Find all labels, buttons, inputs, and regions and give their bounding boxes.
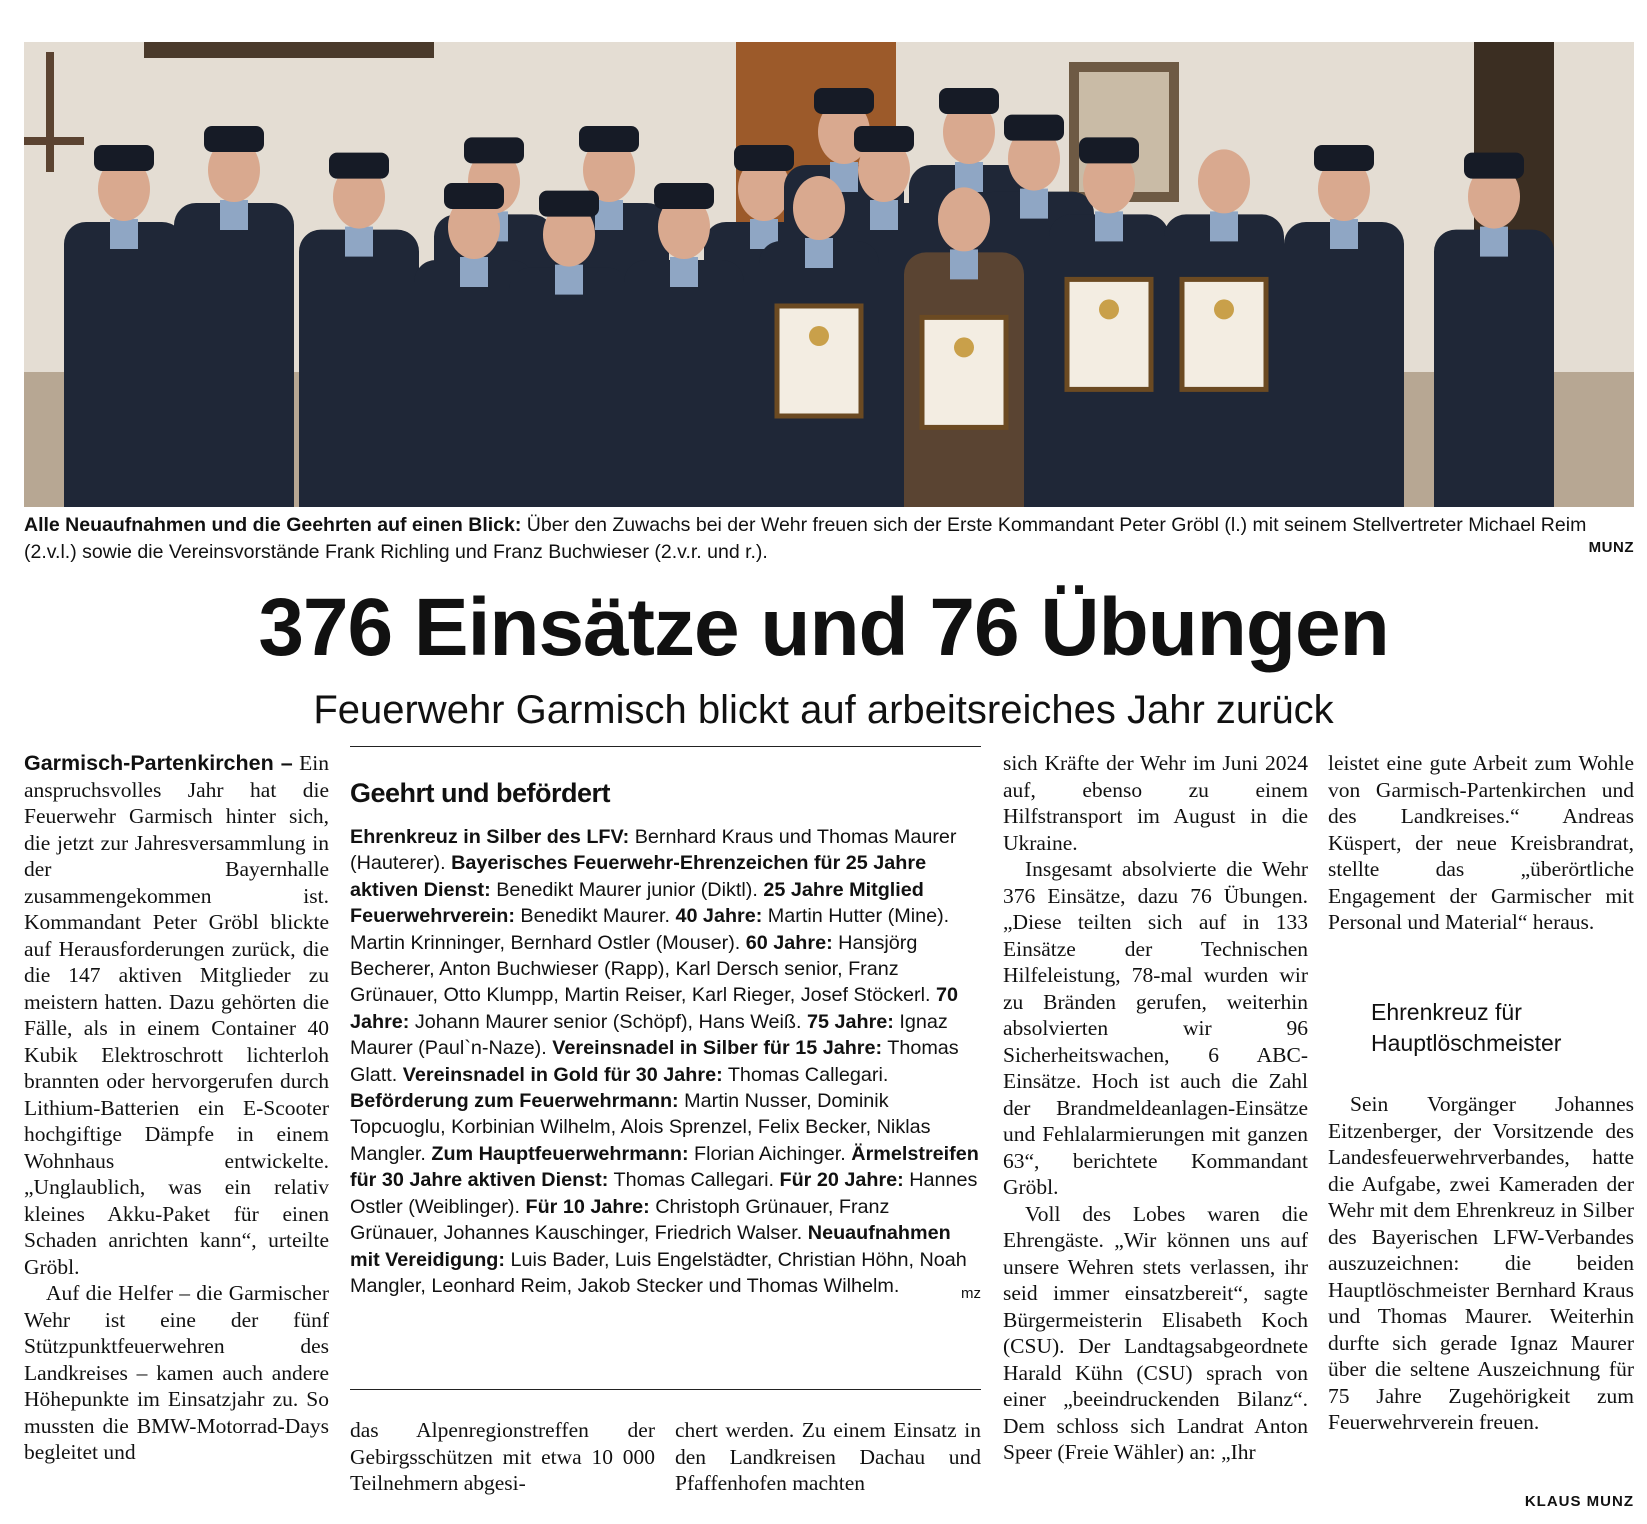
article-column-2a: [350, 1417, 655, 1497]
shirt-collar: [460, 257, 488, 287]
person-head: [793, 176, 845, 240]
honor-category: Für 10 Jahre:: [525, 1195, 650, 1218]
person-body: [174, 203, 294, 507]
author-byline: KLAUS MUNZ: [1524, 1493, 1634, 1510]
shirt-collar: [805, 238, 833, 268]
person-body: [299, 230, 419, 507]
honor-category: 75 Jahre:: [807, 1010, 894, 1033]
honor-category: Vereinsnadel in Silber für 15 Jahre:: [552, 1037, 883, 1060]
caption-lead: Alle Neuaufnahmen und die Geehrten auf einen Blick:: [24, 514, 522, 536]
article-paragraph: sich Kräfte der Wehr im Juni 2024 auf, ebenso zu einem Hilfstransport im August in die Ukraine.: [1003, 751, 1308, 855]
uniform-cap: [1314, 145, 1374, 171]
shirt-collar: [670, 257, 698, 287]
article-paragraph: [24, 750, 329, 1280]
shirt-collar: [870, 200, 898, 230]
article-paragraph: leistet eine gute Arbeit zum Wohle von Garmisch-Partenkirchen und des Landkreises.“ Andreas Küspert, der neue Kreisbrandrat, stellte das „überörtliche Engagement der Garmischer mit Personal und Material“ heraus.: [1328, 751, 1634, 934]
uniform-cap: [854, 126, 914, 152]
honor-category: Vereinsnadel in Gold für 30 Jahre:: [402, 1063, 723, 1086]
box-title: Geehrt und befördert: [350, 778, 611, 808]
article-column-3: [1003, 750, 1308, 1466]
article-paragraph: das Alpenregionstreffen der Gebirgsschützen mit etwa 10 000 Teilnehmern abgesi-: [350, 1418, 655, 1495]
uniform-cap: [734, 145, 794, 171]
article-paragraph: Auf die Helfer – die Garmischer Wehr ist eine der fünf Stützpunktfeuerwehren des Landkreises – kamen auch andere Höhepunkte im Einsatzjahr zu. So mussten die BMW-Motorrad-Days begleitet und: [24, 1281, 329, 1464]
honor-category: Ärmelstreifen für 30 Jahre aktiven Dienst:: [350, 1142, 979, 1192]
uniform-cap: [539, 191, 599, 217]
honor-category: 40 Jahre:: [675, 905, 763, 928]
honor-names: Thomas Callegari.: [608, 1169, 780, 1192]
honor-category: Zum Hauptfeuerwehrmann:: [431, 1142, 689, 1165]
photo-credit: MUNZ: [1588, 539, 1634, 556]
honor-names: Florian Aichinger.: [688, 1142, 852, 1165]
shirt-collar: [1330, 219, 1358, 249]
framed-certificate: [777, 306, 861, 416]
uniform-cap: [1464, 153, 1524, 179]
person-body: [624, 260, 744, 507]
paragraph-text: Ein anspruchsvolles Jahr hat die Feuerwehr Garmisch hinter sich, die jetzt zur Jahresversammlung in der Bayernhalle zusammengekommen ist. Kommandant Peter Gröbl blickte auf Herausforderungen zurück, die die 147 aktiven Mitglieder zu meistern hatten. Dazu gehörten die Fälle, als in einem Container 40 Kubik Elektroschrott lichterloh brannten oder hervorgerufen durch Lithium-Batterien ein E-Scooter hochgiftige Dämpfe in einem Wohnhaus entwickelte. „Unglaublich, was ein relativ kleines Akku-Paket für einen Schaden anrichten kann“, urteilte Gröbl.: [24, 751, 329, 1279]
photo-caption: [24, 512, 1634, 566]
uniform-cap: [1004, 115, 1064, 141]
shirt-collar: [955, 162, 983, 192]
person-head: [938, 187, 990, 251]
honor-names: Hannes Ostler (Weiblinger).: [350, 1169, 978, 1218]
person-body: [64, 222, 184, 507]
honor-names: Benedikt Maurer junior (Diktl).: [490, 878, 764, 901]
honor-category: 60 Jahre:: [745, 931, 833, 954]
shirt-collar: [555, 265, 583, 295]
shirt-collar: [220, 200, 248, 230]
person-body: [1284, 222, 1404, 507]
person-body: [509, 268, 629, 507]
person-head: [1198, 149, 1250, 213]
article-column-4b: [1328, 1091, 1634, 1436]
uniform-cap: [94, 145, 154, 171]
honor-category: Ehrenkreuz in Silber des LFV:: [350, 826, 630, 848]
caption-text: Über den Zuwachs bei der Wehr freuen sich der Erste Kommandant Peter Gröbl (l.) mit seinem Stellvertreter Michael Reim (2.v.l.) sowie die Vereinsvorstände Frank Richling und Franz Buchwieser (2.v.r. und r.).: [24, 514, 1587, 563]
honor-names: Martin Hutter (Mine). Martin Krinninger, Bernhard Ostler (Mouser).: [350, 905, 950, 954]
honor-names: Hansjörg Becherer, Anton Buchwieser (Rapp), Karl Dersch senior, Franz Grünauer, Otto Klumpp, Martin Reiser, Karl Rieger, Josef Stöckerl.: [350, 931, 936, 1007]
box-body: [350, 824, 981, 1299]
honor-names: Luis Bader, Luis Engelstädter, Christian Höhn, Noah Mangler, Leonhard Reim, Jakob Stecker und Thomas Wilhelm.: [350, 1248, 967, 1297]
certificate-emblem: [954, 337, 974, 357]
shirt-collar: [1480, 227, 1508, 257]
subheadline: Feuerwehr Garmisch blickt auf arbeitsreiches Jahr zurück: [313, 688, 1334, 732]
honor-names: Benedikt Maurer.: [514, 905, 676, 928]
honor-names: Thomas Glatt.: [350, 1037, 959, 1086]
honor-category: Für 20 Jahre:: [779, 1169, 904, 1192]
framed-certificate: [1067, 279, 1151, 389]
shirt-collar: [950, 249, 978, 279]
framed-certificate: [922, 317, 1006, 427]
honor-names: Thomas Callegari.: [722, 1063, 889, 1086]
uniform-cap: [1079, 137, 1139, 163]
box-top-rule: [350, 746, 981, 747]
group-photo-illustration: [24, 42, 1634, 507]
article-column-1: [24, 750, 329, 1466]
honor-category: 70 Jahre:: [350, 984, 959, 1033]
framed-certificate: [1182, 279, 1266, 389]
honors-box: [350, 776, 981, 1303]
uniform-cap: [204, 126, 264, 152]
shirt-collar: [110, 219, 138, 249]
certificate-emblem: [809, 326, 829, 346]
section-subhead: Ehrenkreuz für Hauptlöschmeister: [1371, 999, 1562, 1056]
uniform-cap: [329, 153, 389, 179]
shirt-collar: [1095, 211, 1123, 241]
headline: 376 Einsätze und 76 Übungen: [258, 582, 1389, 673]
shirt-collar: [595, 200, 623, 230]
uniform-cap: [939, 88, 999, 114]
honor-names: Christoph Grünauer, Franz Grünauer, Johannes Kauschinger, Friedrich Walser.: [350, 1195, 890, 1245]
group-photo: [24, 42, 1634, 507]
dateline: Garmisch-Partenkirchen –: [24, 751, 293, 775]
uniform-cap: [464, 137, 524, 163]
uniform-cap: [444, 183, 504, 209]
honor-names: Johann Maurer senior (Schöpf), Hans Weiß.: [409, 1010, 807, 1033]
honor-category: Bayerisches Feuerwehr-Ehrenzeichen für 25 Jahre aktiven Dienst:: [350, 852, 927, 901]
shirt-collar: [1020, 189, 1048, 219]
honor-category: Beförderung zum Feuerwehrmann:: [350, 1090, 679, 1113]
shirt-collar: [345, 227, 373, 257]
uniform-cap: [654, 183, 714, 209]
box-signature: mz: [961, 1285, 981, 1303]
honor-category: 25 Jahre Mitglied Feuerwehrverein:: [350, 878, 924, 928]
honor-names: Bernhard Kraus und Thomas Maurer (Hauterer).: [350, 826, 957, 875]
box-bottom-rule: [350, 1389, 981, 1390]
honor-names: Ignaz Maurer (Paul`n-Naze).: [350, 1010, 948, 1060]
article-paragraph: Sein Vorgänger Johannes Eitzenberger, der Vorsitzende des Landesfeuerwehrverbandes, hatte die Aufgabe, zwei Kameraden der Wehr mit dem Ehrenkreuz in Silber des Bayerischen LFW-Verbandes auszuzeichnen: die beiden Hauptlöschmeister Bernhard Kraus und Thomas Maurer. Weiterhin durfte sich gerade Ignaz Maurer über die seltene Auszeichnung für 75 Jahre Zugehörigkeit zum Feuerwehrverein freuen.: [1328, 1092, 1634, 1434]
person-body: [1434, 230, 1554, 507]
honor-names: Martin Nusser, Dominik Topcuoglu, Korbinian Wilhelm, Alois Sprenzel, Felix Becker, Niklas Mangler.: [350, 1090, 931, 1165]
article-column-4: [1328, 750, 1634, 936]
uniform-cap: [579, 126, 639, 152]
article-column-2b: [675, 1417, 981, 1497]
honor-category: Neuaufnahmen mit Vereidigung:: [350, 1222, 951, 1271]
uniform-cap: [814, 88, 874, 114]
shirt-collar: [1210, 211, 1238, 241]
article-paragraph: chert werden. Zu einem Einsatz in den Landkreisen Dachau und Pfaffenhofen machten: [675, 1418, 981, 1495]
article-paragraph: Voll des Lobes waren die Ehrengäste. „Wir können uns auf unsere Wehren stets verlassen, ihr seid immer einsatzbereit“, sagte Bürgermeisterin Elisabeth Koch (CSU). Der Landtagsabgeordnete Harald Kühn (CSU) sprach von einer „beeindruckenden Bilanz“. Dem schloss sich Landrat Anton Speer (Freie Wähler) an: „Ihr: [1003, 1201, 1308, 1464]
article-paragraph: Insgesamt absolvierte die Wehr 376 Einsätze, dazu 76 Übungen. „Diese teilten sich auf in 133 Einsätze der Technischen Hilfeleistung, 78-mal wurden wir zu Bränden gerufen, weiterhin absolvierten wir 96 Sicherheitswachen, 6 ABC-Einsätze. Hoch ist auch die Zahl der Brandmeldeanlagen-Einsätze und Fehlalarmierungen mit ganzen 63“, berichtete Kommandant Gröbl.: [1003, 857, 1308, 1199]
certificate-emblem: [1099, 299, 1119, 319]
certificate-emblem: [1214, 299, 1234, 319]
